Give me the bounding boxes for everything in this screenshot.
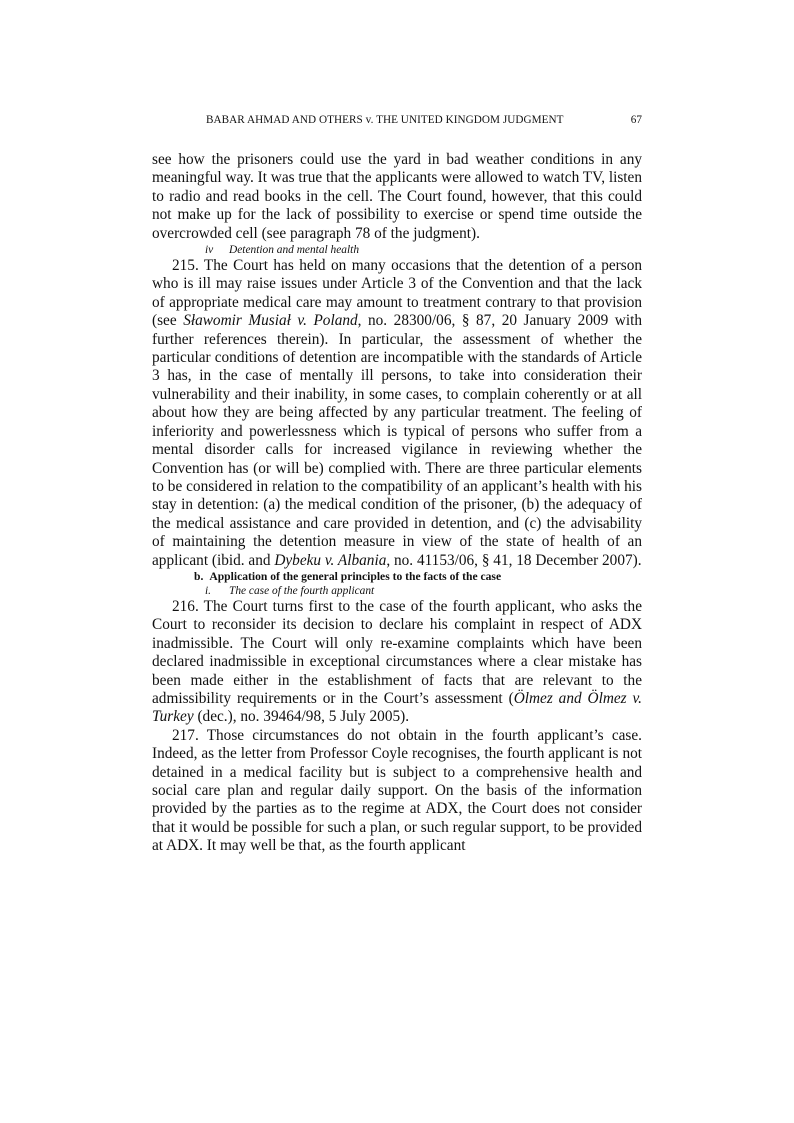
section-heading-application [152,570,642,584]
paragraph-215 [152,257,642,570]
running-header-title: BABAR AHMAD AND OTHERS v. THE UNITED KINGDOM JUDGMENT [206,114,564,126]
page-number: 67 [630,114,642,126]
subheading-detention-mental-health [152,243,642,257]
case-citation: Dybeku v. Albania [274,551,387,569]
paragraph-text: 215. The Court has held on many occasions that the detention of a person who is ill may raise issues under Article 3 of the Convention and that the lack of appropriate medical care may amount to treatment contrary to that provision (see [152,257,642,330]
page-body [152,151,642,856]
section-title: Application of the general principles to the facts of the case [209,569,502,583]
subheading-number: i. [205,584,212,597]
paragraph-216 [152,598,642,727]
case-citation: Ölmez and Ölmez v. Turkey [152,689,642,726]
subheading-number: iv [205,244,214,257]
subheading-fourth-applicant [152,584,642,598]
paragraph-text: (dec.), no. 39464/98, 5 July 2005). [193,708,410,726]
subheading-title: The case of the fourth applicant [229,584,375,597]
paragraph-text: , no. 41153/06, § 41, 18 December 2007). [386,551,642,569]
section-number: b. [194,569,204,583]
subheading-title: Detention and mental health [229,244,360,257]
paragraph-text: 216. The Court turns first to the case of the fourth applicant, who asks the Court to reconsider its decision to declare his complaint in respect of ADX inadmissible. The Court will only re-examine complaints which have been declared inadmissible in exceptional circumstances where a clear mistake has been made either in the establishment of facts that are relevant to the admissibility requirements or in the Court’s assessment ( [152,597,642,707]
continuation-paragraph: see how the prisoners could use the yard in bad weather conditions in any meaningful way. It was true that the applicants were allowed to watch TV, listen to radio and read books in the cell. The Court found, however, that this could not make up for the lack of possibility to exercise or spend time outside the overcrowded cell (see paragraph 78 of the judgment). [152,151,642,242]
paragraph-217: 217. Those circumstances do not obtain in the fourth applicant’s case. Indeed, as the letter from Professor Coyle recognises, the fourth applicant is not detained in a medical facility but is subject to a comprehensive health and social care plan and regular daily support. On the basis of the information provided by the parties as to the regime at ADX, the Court does not consider that it would be possible for such a plan, or such regular support, to be provided at ADX. It may well be that, as the fourth applicant [152,726,642,855]
paragraph-text: , no. 28300/06, § 87, 20 January 2009 with further references therein). In particular, the assessment of whether the particular conditions of detention are incompatible with the standards of Article 3 has, in the case of mentally ill persons, to take into consideration their vulnerability and their inability, in some cases, to complain coherently or at all about how they are being affected by any particular treatment. The feeling of inferiority and powerlessness which is typical of persons who suffer from a mental disorder calls for increased vigilance in reviewing whether the Convention has (or will be) complied with. There are three particular elements to be considered in relation to the compatibility of an applicant’s health with his stay in detention: (a) the medical condition of the prisoner, (b) the adequacy of the medical assistance and care provided in detention, and (c) the advisability of maintaining the detention measure in view of the state of health of an applicant (ibid. and [152,312,643,569]
case-citation: Sławomir Musiał v. Poland [183,312,358,330]
